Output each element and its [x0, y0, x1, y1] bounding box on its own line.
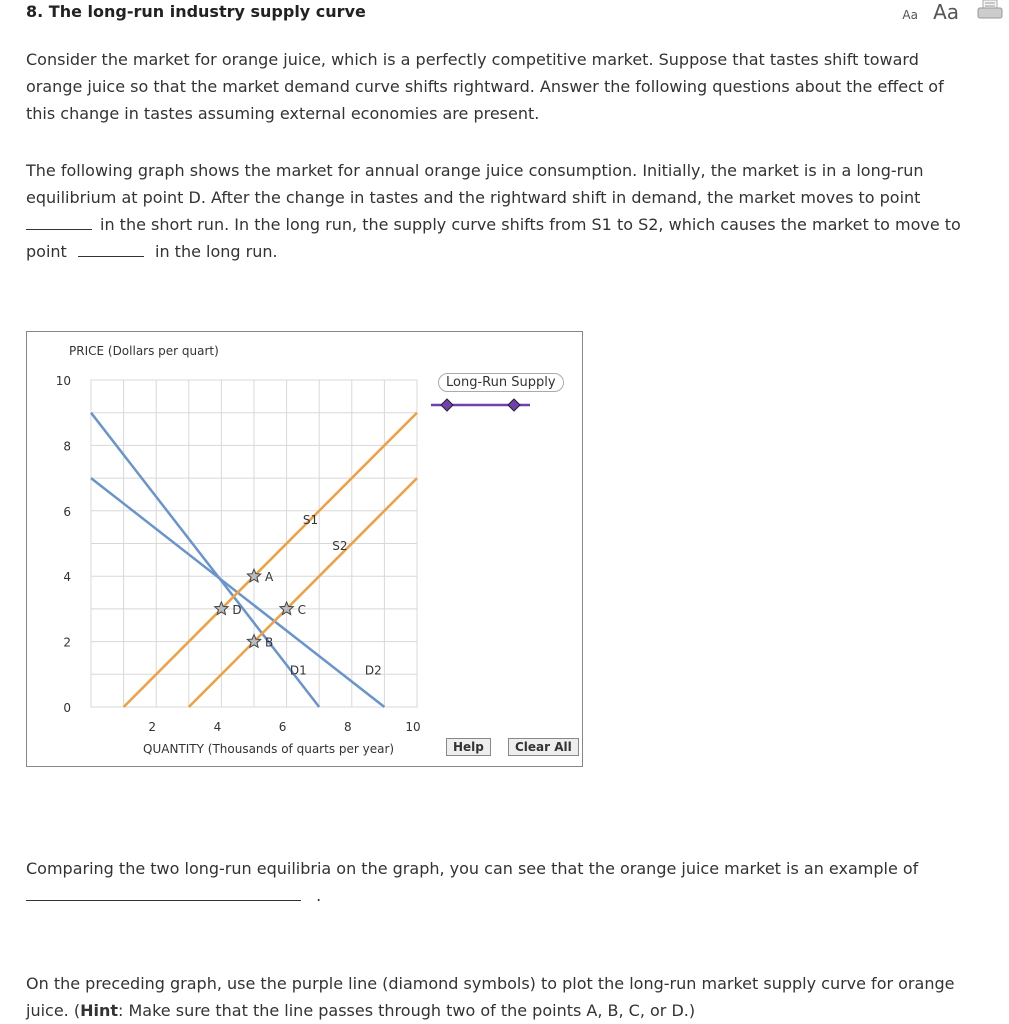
short-run-point-blank[interactable] [26, 215, 92, 230]
x-tick-label: 10 [405, 720, 421, 734]
print-icon[interactable] [977, 0, 1003, 20]
long-run-supply-diamond-icon[interactable] [508, 399, 520, 411]
x-tick-label: 2 [148, 720, 157, 734]
y-tick-label: 4 [63, 570, 71, 585]
long-run-point-blank[interactable] [78, 242, 144, 257]
text-size-controls [902, 0, 959, 24]
curve-label-s1: S1 [302, 512, 319, 527]
y-tick-label: 0 [63, 701, 71, 715]
x-axis-label: QUANTITY (Thousands of quarts per year) [143, 742, 395, 756]
point-label-c: C [297, 602, 306, 617]
point-label-b: B [265, 635, 274, 650]
question1-paragraph: The following graph shows the market for annual orange juice consumption. Initially, the market is in a long-run equilibrium at point D. After the change in tastes and the rightward shift in demand, the market moves to point in the short run. In the long run, the supply curve shifts from S1 to S2, which causes the market to move to point in the long run. [26, 161, 961, 261]
y-tick-label: 10 [55, 374, 71, 388]
point-label-d: D [232, 602, 242, 617]
text-size-large-button[interactable]: Aa [933, 0, 959, 24]
x-tick-label: 4 [213, 720, 222, 734]
intro-paragraph: Consider the market for orange juice, which is a perfectly competitive market. Suppose that tastes shift toward orange juice so that the market demand curve shifts rightward. Answer the following questions about the effect of this change in tastes assuming external economies are present. [26, 50, 944, 123]
curve-label-d1: D1 [289, 663, 307, 678]
y-axis-label: PRICE (Dollars per quart) [69, 344, 219, 358]
question-title: 8. The long-run industry supply curve [26, 2, 366, 21]
y-tick-label: 6 [63, 504, 71, 519]
y-tick-label: 2 [63, 635, 71, 650]
question3-paragraph: On the preceding graph, use the purple line (diamond symbols) to plot the long-run market supply curve for orange juice. (Hint: Make sure that the line passes through two of the points A, B, C, or D.) [26, 974, 955, 1020]
example-of-blank[interactable] [26, 886, 301, 901]
long-run-supply-diamond-icon[interactable] [441, 399, 453, 411]
curve-label-s2: S2 [332, 539, 348, 554]
y-tick-label: 8 [63, 439, 71, 454]
long-run-supply-tool-label: Long-Run Supply [438, 373, 564, 392]
x-tick-label: 6 [278, 720, 287, 734]
text-size-small-button[interactable]: Aa [902, 8, 918, 22]
question2-paragraph: Comparing the two long-run equilibria on the graph, you can see that the orange juice market is an example of . [26, 859, 919, 905]
x-tick-label: 8 [343, 720, 352, 734]
supply-demand-chart[interactable] [27, 332, 582, 766]
curve-label-d2: D2 [364, 663, 382, 678]
help-button[interactable]: Help [446, 738, 491, 756]
clear-all-button[interactable]: Clear All [508, 738, 579, 756]
point-label-a: A [265, 570, 274, 585]
graph-panel [26, 331, 583, 767]
